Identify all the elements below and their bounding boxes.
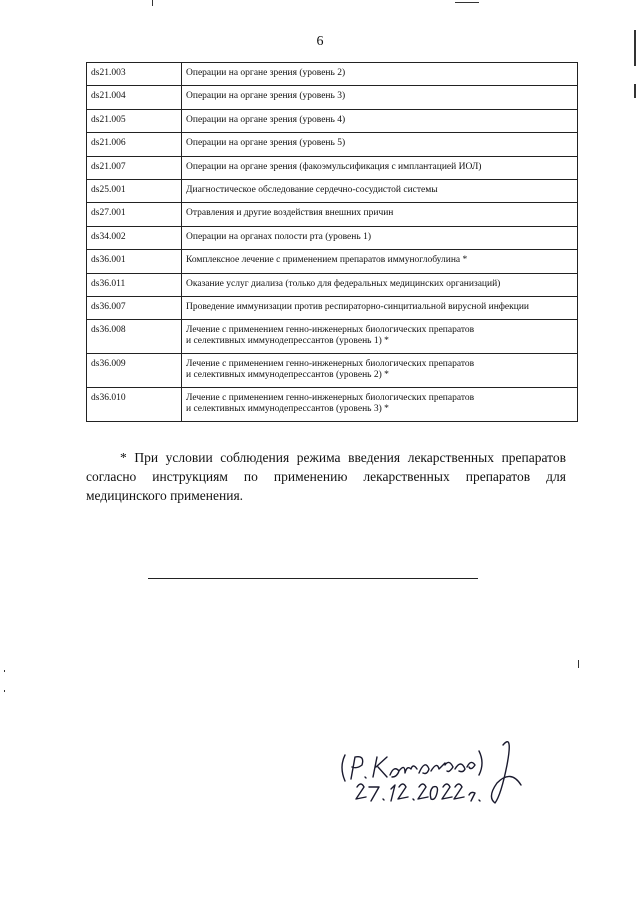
signature-date-stroke [418,784,428,799]
signature-date-stroke [430,787,437,800]
table-row [87,109,578,132]
page-number: 6 [316,34,324,49]
row-name: Операции на органе зрения (уровень 4) [182,109,578,132]
signature-name-stroke [351,757,363,779]
row-name-line: и селективных иммунодепрессантов (уровень 2) * [186,370,389,381]
signature-date-stroke [383,799,384,800]
row-name-line: Лечение с применением генно-инженерных биологических препаратов [186,393,475,404]
row-name [182,388,578,422]
table-row [87,296,578,319]
signature-name-stroke [390,766,417,777]
table-row [87,156,578,179]
signature-mark-stroke [491,742,521,803]
row-name-line: Лечение с применением генно-инженерных биологических препаратов [186,359,475,370]
row-name: Операции на органе зрения (уровень 3) [182,86,578,109]
footnote-text: * При условии соблюдения режима введения лекарственных препаратов согласно инструкциям по применению лекарственных препаратов для медицинского применения. [86,450,566,503]
row-name: Проведение иммунизации против респираторно-синцитиальной вирусной инфекции [182,296,578,319]
signature-date-stroke [454,784,464,799]
table-row [87,63,578,86]
row-name: Операции на органе зрения (уровень 2) [182,63,578,86]
row-code: ds34.002 [87,226,182,249]
table-row [87,320,578,354]
row-name: Операции на органе зрения (уровень 5) [182,133,578,156]
scan-mark [4,690,5,692]
signature-date-stroke [356,784,366,799]
table-row [87,273,578,296]
signature-name-stroke [479,751,482,775]
row-code: ds25.001 [87,179,182,202]
table-row [87,354,578,388]
table-row [87,133,578,156]
row-name: Операции на органе зрения (факоэмульсификация с имплантацией ИОЛ) [182,156,578,179]
row-code: ds21.007 [87,156,182,179]
row-name [182,320,578,354]
row-name: Отравления и другие воздействия внешних причин [182,203,578,226]
signature-date-stroke [398,784,408,799]
signature-name-stroke [342,755,345,781]
scan-mark [152,0,153,6]
signature-date-stroke [369,787,379,801]
divider-line [148,578,478,579]
row-code: ds36.007 [87,296,182,319]
signature-date-stroke [391,785,395,801]
row-name: Диагностическое обследование сердечно-сосудистой системы [182,179,578,202]
row-name: Оказание услуг диализа (только для федеральных медицинских организаций) [182,273,578,296]
handwritten-signature [335,725,535,815]
row-name: Комплексное лечение с применением препаратов иммуноглобулина * [182,250,578,273]
row-code: ds36.010 [87,388,182,422]
scan-mark [634,84,636,98]
signature-name-stroke [419,762,475,773]
signature-date-stroke [413,799,414,800]
signature-name-stroke [373,757,387,777]
scan-mark [4,670,5,672]
row-code: ds36.011 [87,273,182,296]
row-name [182,354,578,388]
row-code: ds21.004 [87,86,182,109]
signature-date-stroke [479,800,480,801]
row-code: ds21.005 [87,109,182,132]
table-row [87,86,578,109]
table-row [87,203,578,226]
signature-date-stroke [469,792,475,801]
scan-mark [578,660,579,668]
scan-mark [455,2,479,3]
row-code: ds36.009 [87,354,182,388]
row-name-line: и селективных иммунодепрессантов (уровень 1) * [186,336,389,347]
table-row [87,179,578,202]
row-code: ds21.003 [87,63,182,86]
row-code: ds27.001 [87,203,182,226]
table-row [87,388,578,422]
row-code: ds21.006 [87,133,182,156]
row-name-line: Лечение с применением генно-инженерных биологических препаратов [186,325,475,336]
row-code: ds36.008 [87,320,182,354]
codes-table [86,62,578,422]
table-row [87,250,578,273]
row-name-line: и селективных иммунодепрессантов (уровень 3) * [186,404,389,415]
footnote [86,448,566,505]
scan-mark [634,30,636,66]
signature-name-stroke [365,777,366,778]
table-row [87,226,578,249]
signature-date-stroke [442,784,452,799]
row-code: ds36.001 [87,250,182,273]
row-name: Операции на органах полости рта (уровень 1) [182,226,578,249]
